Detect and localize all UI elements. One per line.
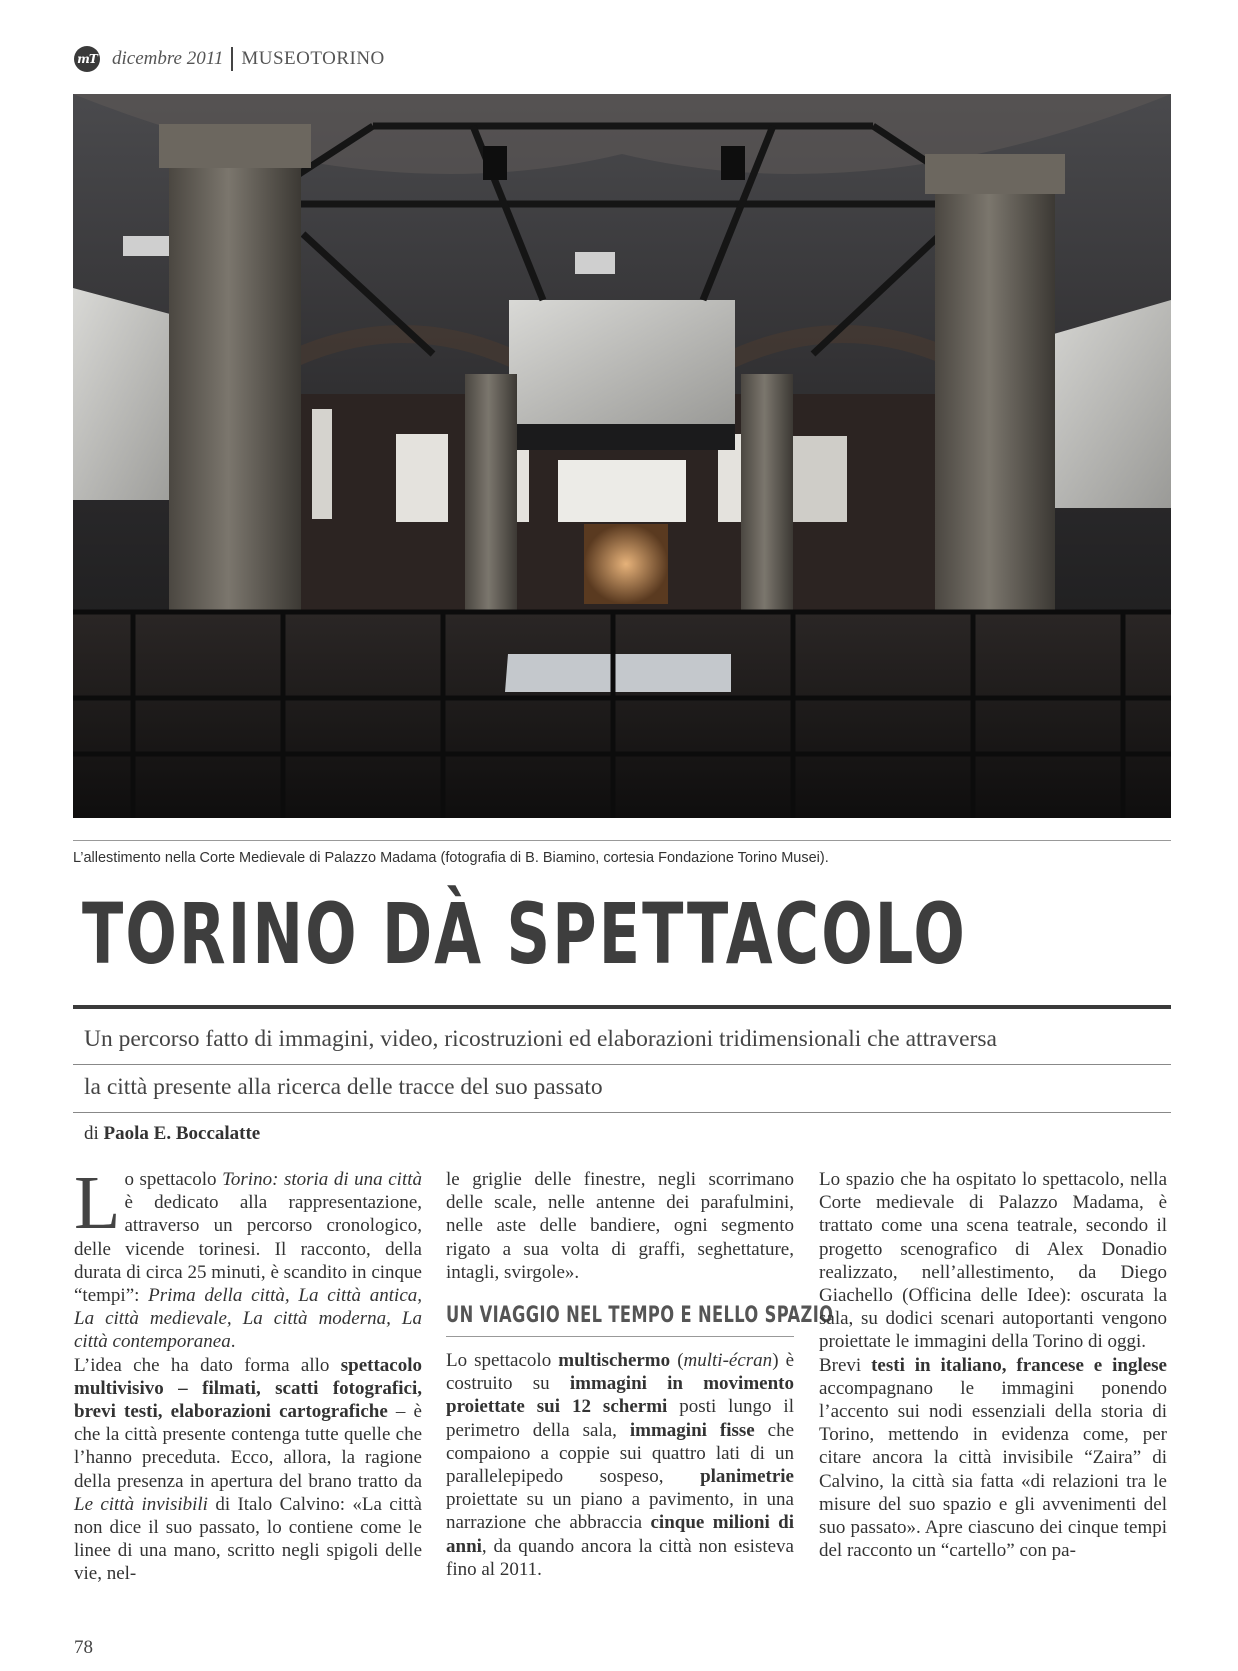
text-run-italic: Prima della città, La città antica, La città medievale, La città moderna, La città contemporanea [74, 1285, 422, 1353]
text-run: ( [670, 1350, 684, 1372]
text-run: Lo spettacolo [446, 1350, 559, 1372]
text-run-bold: immagini in movimento proiettate sui 12 schermi [446, 1373, 794, 1418]
text-run-bold: immagini fisse [629, 1419, 755, 1441]
text-run-bold: testi in italiano, francese e inglese [871, 1354, 1167, 1376]
text-run-bold: spettacolo multivisivo – filmati, scatti fotografici, brevi testi, elaborazioni cartografiche [74, 1354, 422, 1423]
text-run-italic: Torino: storia di una città [222, 1169, 423, 1190]
paragraph [74, 1354, 422, 1586]
paragraph [819, 1168, 1167, 1354]
text-run: Lo spazio che ha ospitato lo spettacolo, nella Corte medievale di Palazzo Madama, è trattato come una scena teatrale, secondo il progetto scenografico di Alex Donadio realizzato, nell’allestimento, da Diego Giachello (Officina delle Idee): oscurata la sala, su dodici scenari autoportanti vengono proiettate le immagini della Torino di oggi. [819, 1169, 1167, 1353]
exhibition-photo [73, 94, 1171, 818]
issue-date: dicembre 2011 [112, 48, 224, 69]
magazine-name: MUSEOTORINO [241, 48, 385, 69]
article-column-1 [74, 1161, 423, 1586]
page-number: 78 [74, 1637, 93, 1658]
author-name: Paola E. Boccalatte [103, 1123, 261, 1144]
text-run-bold: cinque milioni di anni [446, 1512, 794, 1557]
magazine-logo: mT [74, 46, 100, 72]
text-run: le griglie delle finestre, negli scorrimano delle scale, nelle antenne dei parafulmini, nelle aste delle bandiere, ogni segmento rigato a sua volta di graffi, seghettature, intagli, svirgole». [446, 1169, 794, 1283]
caption-divider [73, 840, 1171, 841]
subtitle-line-2: la città presente alla ricerca delle tracce del suo passato [84, 1074, 603, 1100]
text-run: posti lungo il perimetro della sala, [446, 1396, 794, 1441]
text-run: è dedicato alla rappresentazione, attraverso un percorso cronologico, delle vicende torinesi. Il racconto, della durata di circa 25 minuti, è scandito in cinque “tempi”: [74, 1192, 422, 1307]
photo-caption: L’allestimento nella Corte Medievale di Palazzo Madama (fotografia di B. Biamino, cortesia Fondazione Torino Musei). [73, 850, 829, 866]
paragraph [446, 1168, 794, 1284]
subtitle-divider-1 [73, 1064, 1171, 1065]
text-run: proiettate su un piano a pavimento, in una narrazione che abbraccia [446, 1489, 794, 1534]
text-run: Brevi [819, 1354, 872, 1376]
text-run-bold: multischermo [558, 1350, 671, 1372]
byline [84, 1123, 260, 1145]
text-run: di Italo Calvino: «La città non dice il suo passato, lo contiene come le linee di una mano, scritto negli spigoli delle vie, nel- [74, 1493, 422, 1585]
page-header [74, 44, 385, 74]
text-run: – è che la città presente contenga tutte quelle che l’hanno preceduta. Ecco, allora, la ragione della presenza in apertura del brano tratto da [74, 1401, 422, 1492]
dropcap: L [74, 1161, 121, 1245]
title-divider [73, 1005, 1171, 1009]
paragraph [446, 1349, 794, 1581]
subtitle-divider-2 [73, 1112, 1171, 1113]
text-run: . [230, 1331, 236, 1353]
text-run: ) è costruito su [446, 1350, 795, 1395]
section-divider [446, 1336, 794, 1337]
text-run: accompagnano le immagini ponendo l’accento sui nodi essenziali della storia di Torino, mettendo in evidenza come, per citare ancora la città invisibile “Zaira” di Calvino, la città sia fatta «di relazioni tra le misure del suo spazio e gli avvenimenti del suo passato». Apre ciascuno dei cinque tempi del racconto un “cartello” con pa- [819, 1377, 1167, 1562]
paragraph [74, 1161, 423, 1354]
section-heading: UN VIAGGIO NEL TEMPO E NELLO SPAZIO [446, 1303, 834, 1329]
article-title: TORINO DÀ SPETTACOLO [82, 885, 967, 983]
text-run-italic: Le città invisibili [74, 1493, 208, 1515]
text-run: che compaiono a coppie sui quattro lati di un parallelepipedo sospeso, [446, 1419, 795, 1488]
article-column-3 [819, 1168, 1167, 1562]
article-column-2 [446, 1168, 834, 1581]
text-run: o spettacolo [124, 1169, 223, 1190]
subtitle-line-1: Un percorso fatto di immagini, video, ricostruzioni ed elaborazioni tridimensionali che attraversa [84, 1026, 997, 1052]
byline-prefix: di [84, 1123, 99, 1144]
paragraph [819, 1354, 1167, 1563]
header-divider [231, 47, 233, 71]
text-run-italic: multi-écran [683, 1350, 773, 1372]
text-run-bold: planimetrie [700, 1466, 794, 1488]
text-run: , da quando ancora la città non esisteva fino al 2011. [446, 1535, 794, 1580]
text-run: L’idea che ha dato forma allo [74, 1354, 341, 1376]
